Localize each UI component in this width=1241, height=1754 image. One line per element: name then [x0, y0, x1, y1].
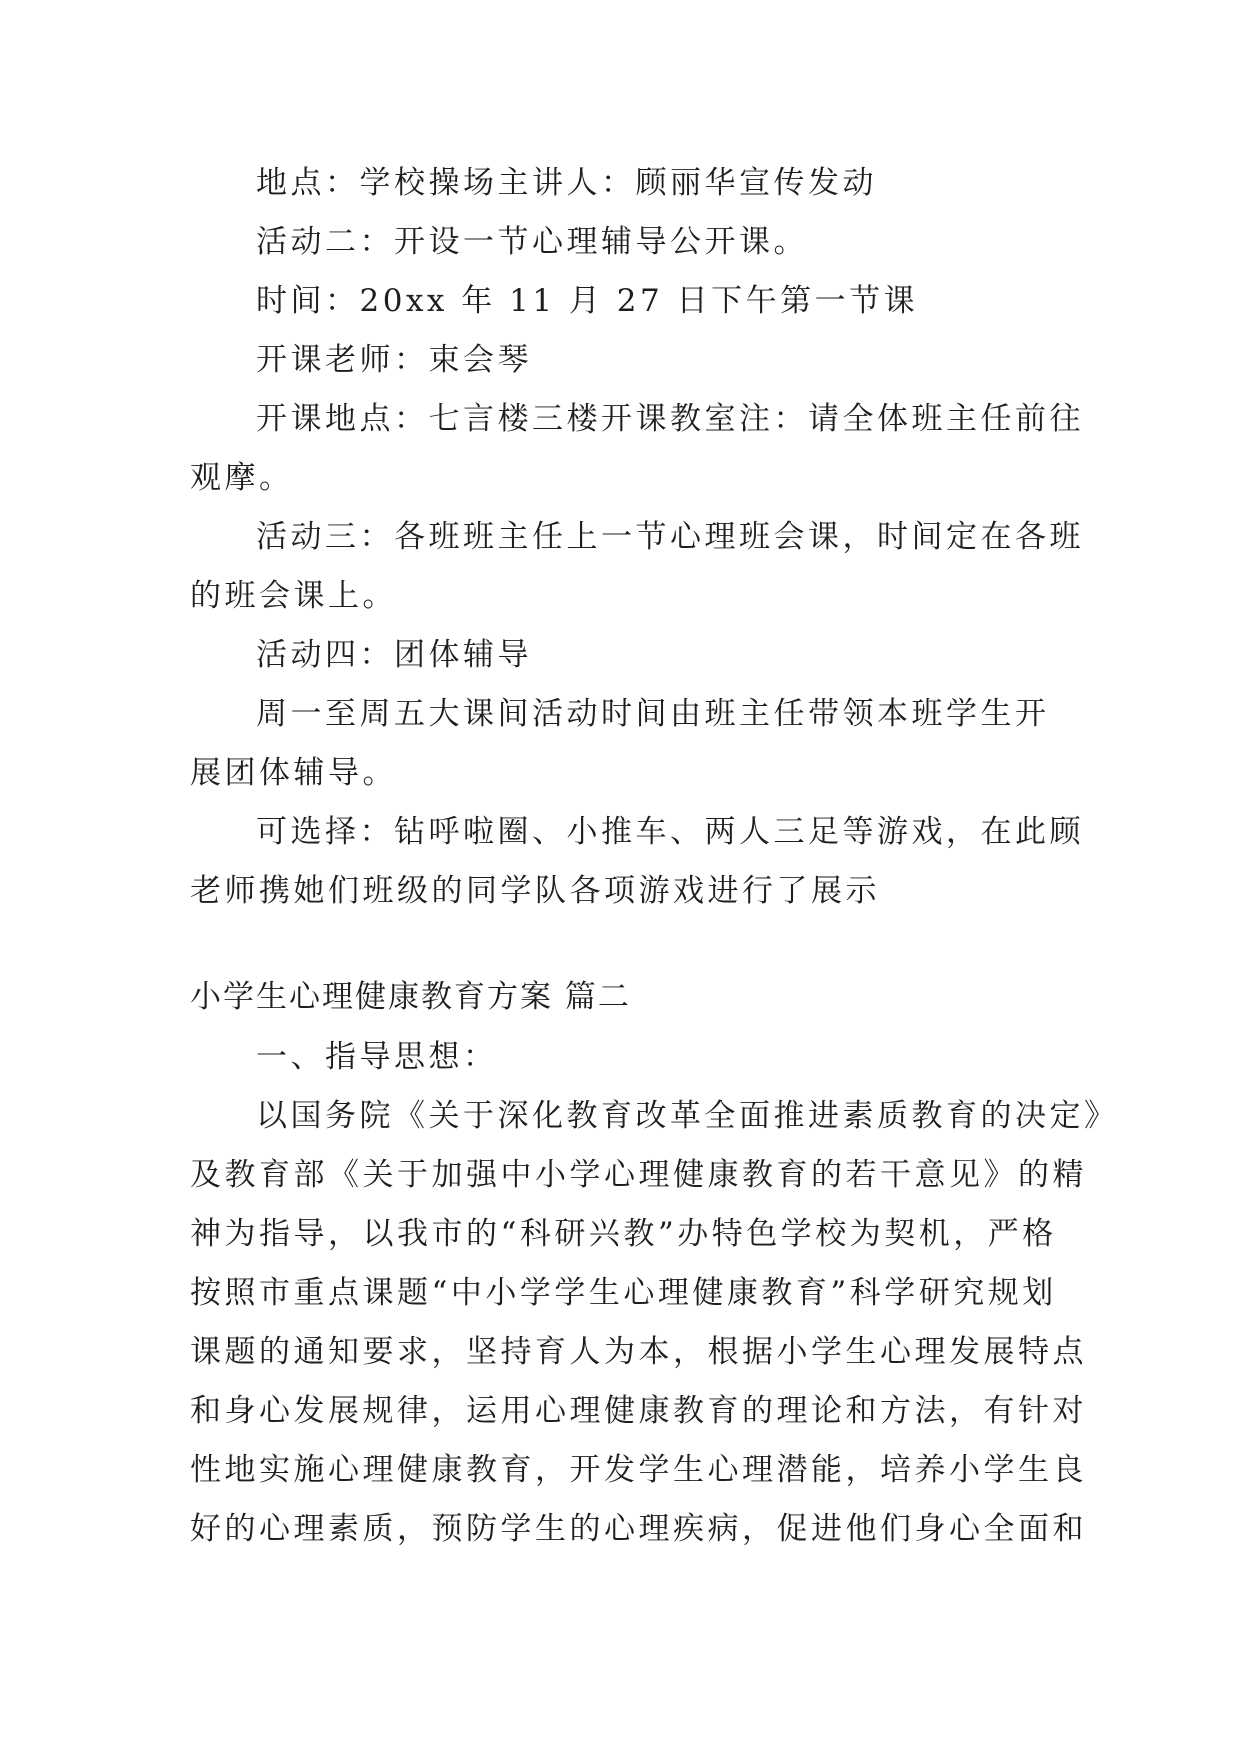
section-heading: 小学生心理健康教育方案 篇二	[190, 979, 631, 1015]
paragraph-line: 开课地点：七言楼三楼开课教室注：请全体班主任前往	[256, 401, 1084, 437]
paragraph-line: 神为指导，以我市的“科研兴教”办特色学校为契机，严格	[190, 1216, 1057, 1252]
paragraph-line: 课题的通知要求，坚持育人为本，根据小学生心理发展特点	[190, 1334, 1087, 1370]
paragraph-line: 活动三：各班班主任上一节心理班会课，时间定在各班	[256, 519, 1084, 555]
paragraph-line: 展团体辅导。	[190, 755, 397, 791]
paragraph-line: 老师携她们班级的同学队各项游戏进行了展示	[190, 873, 880, 909]
paragraph-line: 活动二：开设一节心理辅导公开课。	[256, 224, 808, 260]
paragraph-line: 地点：学校操场主讲人：顾丽华宣传发动	[256, 165, 877, 201]
paragraph-line: 按照市重点课题“中小学学生心理健康教育”科学研究规划	[190, 1275, 1057, 1311]
paragraph-line: 的班会课上。	[190, 578, 397, 614]
paragraph-line: 可选择：钻呼啦圈、小推车、两人三足等游戏，在此顾	[256, 814, 1084, 850]
paragraph-line: 以国务院《关于深化教育改革全面推进素质教育的决定》	[256, 1098, 1119, 1134]
paragraph-line: 周一至周五大课间活动时间由班主任带领本班学生开	[256, 696, 1050, 732]
paragraph-line: 和身心发展规律，运用心理健康教育的理论和方法，有针对	[190, 1393, 1087, 1429]
paragraph-line: 及教育部《关于加强中小学心理健康教育的若干意见》的精	[190, 1157, 1087, 1193]
paragraph-line: 性地实施心理健康教育，开发学生心理潜能，培养小学生良	[190, 1452, 1087, 1488]
paragraph-line: 活动四：团体辅导	[256, 637, 532, 673]
paragraph-line: 时间：20xx 年 11 月 27 日下午第一节课	[256, 283, 919, 319]
paragraph-line: 一、指导思想：	[256, 1039, 498, 1075]
paragraph-line: 好的心理素质，预防学生的心理疾病，促进他们身心全面和	[190, 1511, 1087, 1547]
paragraph-line: 开课老师：束会琴	[256, 342, 532, 378]
paragraph-line: 观摩。	[190, 460, 294, 496]
